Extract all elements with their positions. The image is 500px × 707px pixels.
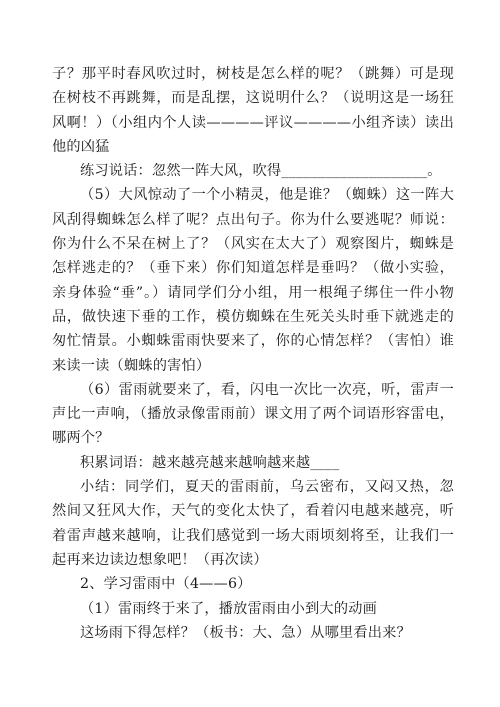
paragraph-step-5: （5）大风惊动了一个小精灵，他是谁？（蜘蛛）这一阵大风刮得蜘蛛怎么样了呢？点出句子。你为什么要逃呢？师说：你为什么不呆在树上了？（风实在太大了）观察图片，蜘蛛是怎样逃走的？（垂下来）你们知道怎样是垂吗？（做小实验，亲身体验“垂”。）请同学们分小组，用一根绳子绑住一件小物品，做快速下垂的工作，模仿蜘蛛在生死关头时垂下就逃走的匆忙情景。小蜘蛛雷雨快要来了，你的心情怎样？（害怕）谁来读一读（蜘蛛的害怕）	[52, 187, 454, 374]
paragraph-vocabulary: 积累词语：越来越亮越来越响越来越____	[80, 454, 340, 471]
paragraph-item-1: （1）雷雨终于来了，播放雷雨由小到大的动画	[80, 600, 377, 617]
paragraph-speaking-practice: 练习说话：忽然一阵大风，吹得____________________。	[80, 163, 442, 180]
paragraph-summary: 小结：同学们，夏天的雷雨前，乌云密布，又闷又热，忽然间又狂风大作，天气的变化太快了，看着闪电越来越亮，听着雷声越来越响，让我们感觉到一场大雨顷刻将至，让我们一起再来边读边想象吧！（再次读）	[52, 479, 454, 568]
paragraph-step-6: （6）雷雨就要来了，看，闪电一次比一次亮，听，雷声一声比一声响，（播放录像雷雨前）课文用了两个词语形容雷电，哪两个？	[52, 381, 454, 447]
section-heading: 2、学习雷雨中（4——6）	[80, 576, 252, 593]
paragraph-question: 这场雨下得怎样？（板书：大、急）从哪里看出来？	[80, 624, 411, 641]
paragraph-continuation: 子？那平时春风吹过时，树枝是怎么样的呢？（跳舞）可是现在树枝不再跳舞，而是乱摆，这说明什么？（说明这是一场狂风啊！）（小组内个人读————评议————小组齐读）读出他的凶猛	[52, 66, 454, 155]
